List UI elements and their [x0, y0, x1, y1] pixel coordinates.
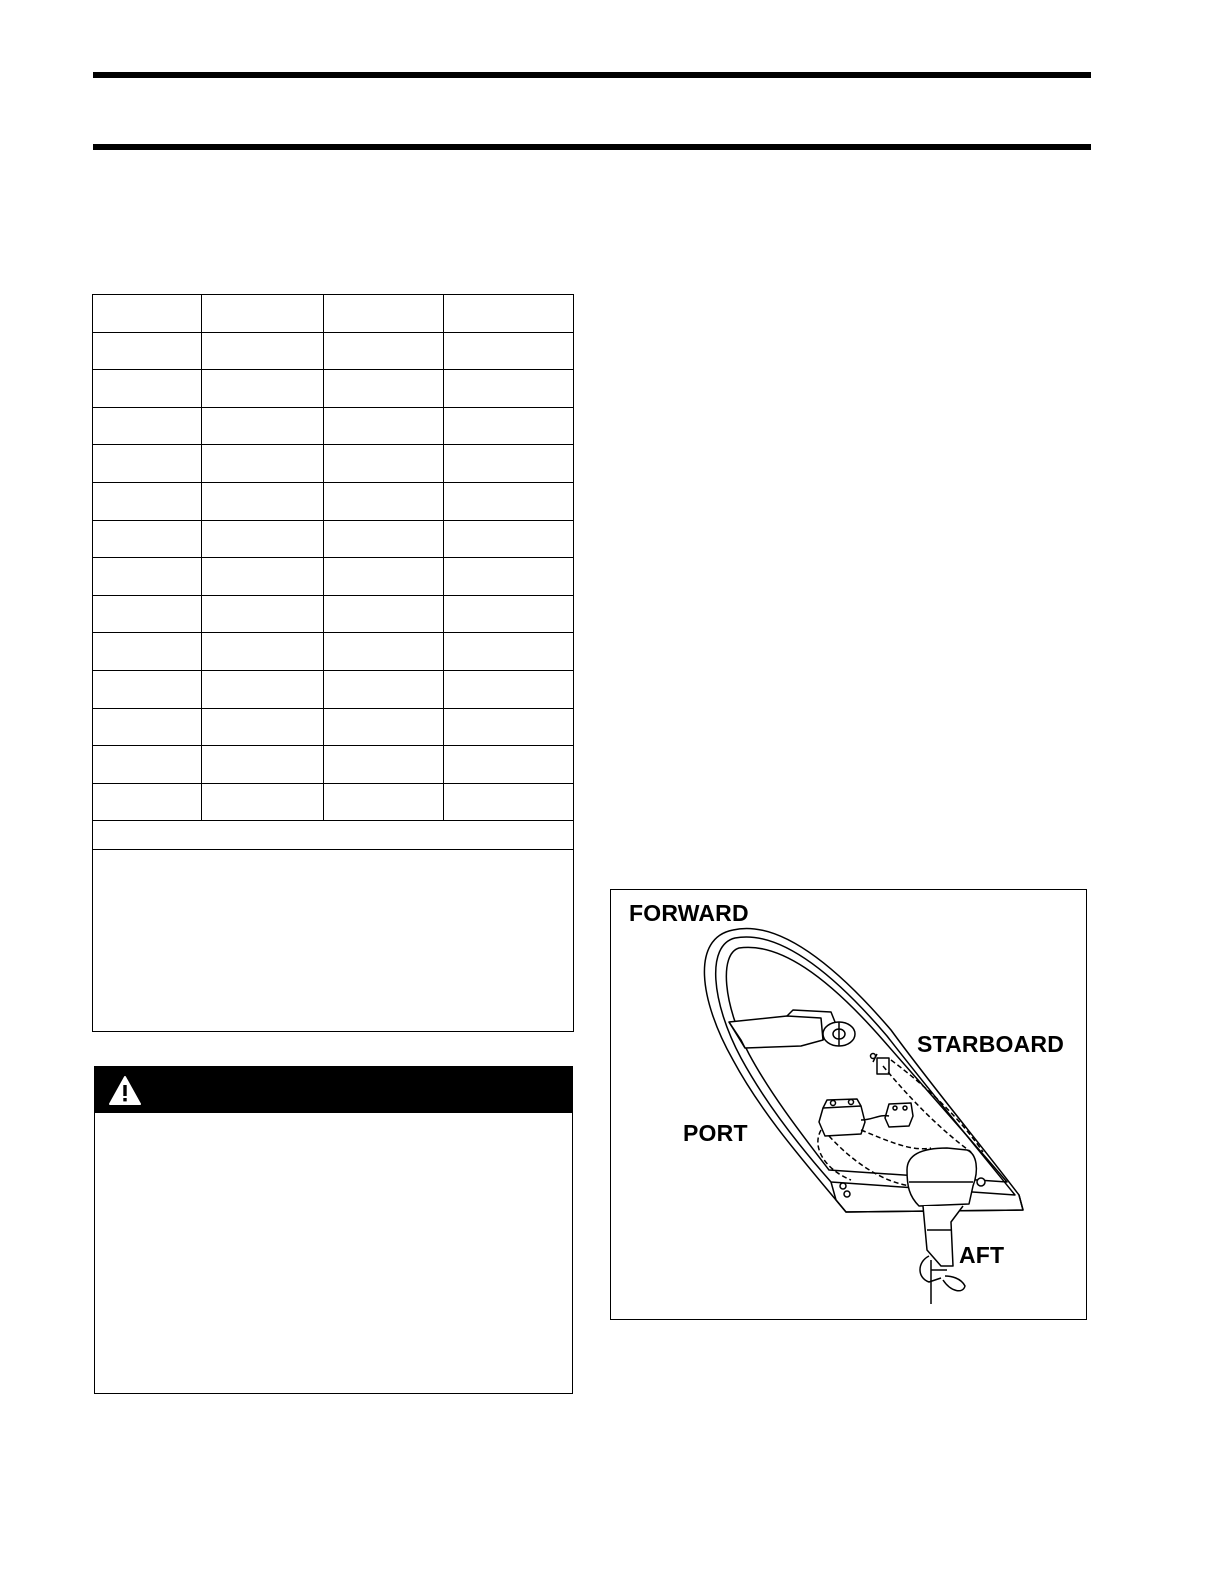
table-cell [443, 520, 573, 558]
table-cell [93, 708, 201, 746]
table-cell [201, 407, 323, 445]
table-cell [323, 445, 443, 483]
table-cell [443, 295, 573, 332]
table-cell [443, 558, 573, 596]
table-cell [93, 670, 201, 708]
table-cell [93, 633, 201, 671]
table-cell [443, 407, 573, 445]
table-row [93, 670, 573, 708]
table-cell [93, 520, 201, 558]
label-aft: AFT [959, 1242, 1005, 1268]
header-rule-bottom [93, 144, 1091, 150]
table-cell [93, 482, 201, 520]
table-cell [443, 482, 573, 520]
table-cell [201, 595, 323, 633]
table-row [93, 708, 573, 746]
table-cell [201, 445, 323, 483]
table-row [93, 295, 573, 332]
table-cell [93, 746, 201, 784]
table-footer-row [93, 821, 573, 850]
table-cell [201, 670, 323, 708]
label-port: PORT [683, 1120, 748, 1146]
table-cell [323, 558, 443, 596]
table-cell [323, 783, 443, 821]
table-row [93, 633, 573, 671]
table-cell [93, 370, 201, 408]
table-cell [93, 332, 201, 370]
table-cell [323, 708, 443, 746]
table-row [93, 595, 573, 633]
table-cell [323, 332, 443, 370]
table-cell [201, 708, 323, 746]
table-row [93, 482, 573, 520]
table-cell [201, 520, 323, 558]
table-cell [201, 633, 323, 671]
table-cell [93, 407, 201, 445]
table-cell [93, 558, 201, 596]
table-notes-cell [93, 850, 573, 991]
table-row [93, 370, 573, 408]
table-cell [443, 595, 573, 633]
table-cell [201, 783, 323, 821]
table-cell [201, 370, 323, 408]
table-row [93, 746, 573, 784]
table-row [93, 445, 573, 483]
table-row [93, 558, 573, 596]
table-cell [323, 633, 443, 671]
table-cell [443, 633, 573, 671]
table-row [93, 783, 573, 821]
table-cell [443, 370, 573, 408]
table-cell [323, 370, 443, 408]
table-cell [93, 445, 201, 483]
table-cell [323, 670, 443, 708]
table-cell [323, 595, 443, 633]
table-cell [201, 558, 323, 596]
table-cell [323, 746, 443, 784]
table-cell [443, 332, 573, 370]
table-cell [323, 295, 443, 332]
table-cell [201, 482, 323, 520]
table-cell [443, 783, 573, 821]
table-cell [93, 295, 201, 332]
warning-header [95, 1067, 572, 1113]
table-cell [323, 520, 443, 558]
label-starboard: STARBOARD [917, 1031, 1065, 1057]
table-cell [323, 407, 443, 445]
table-row [93, 520, 573, 558]
header-rule-top [93, 72, 1091, 78]
table-cell [201, 746, 323, 784]
table-cell [323, 482, 443, 520]
boat-figure [610, 889, 1087, 1320]
table-cell [443, 445, 573, 483]
warning-triangle-icon [108, 1075, 142, 1106]
table-cell [201, 295, 323, 332]
table-footer-cell [93, 821, 573, 850]
spec-table [92, 294, 574, 1032]
table-cell [93, 595, 201, 633]
warning-box [94, 1066, 573, 1394]
table-cell [443, 708, 573, 746]
table-row [93, 332, 573, 370]
table-notes-row [93, 850, 573, 991]
table-cell [201, 332, 323, 370]
table-cell [443, 746, 573, 784]
table-row [93, 407, 573, 445]
table-cell [93, 783, 201, 821]
table-cell [443, 670, 573, 708]
boat-illustration [611, 890, 1088, 1321]
label-forward: FORWARD [629, 900, 749, 926]
